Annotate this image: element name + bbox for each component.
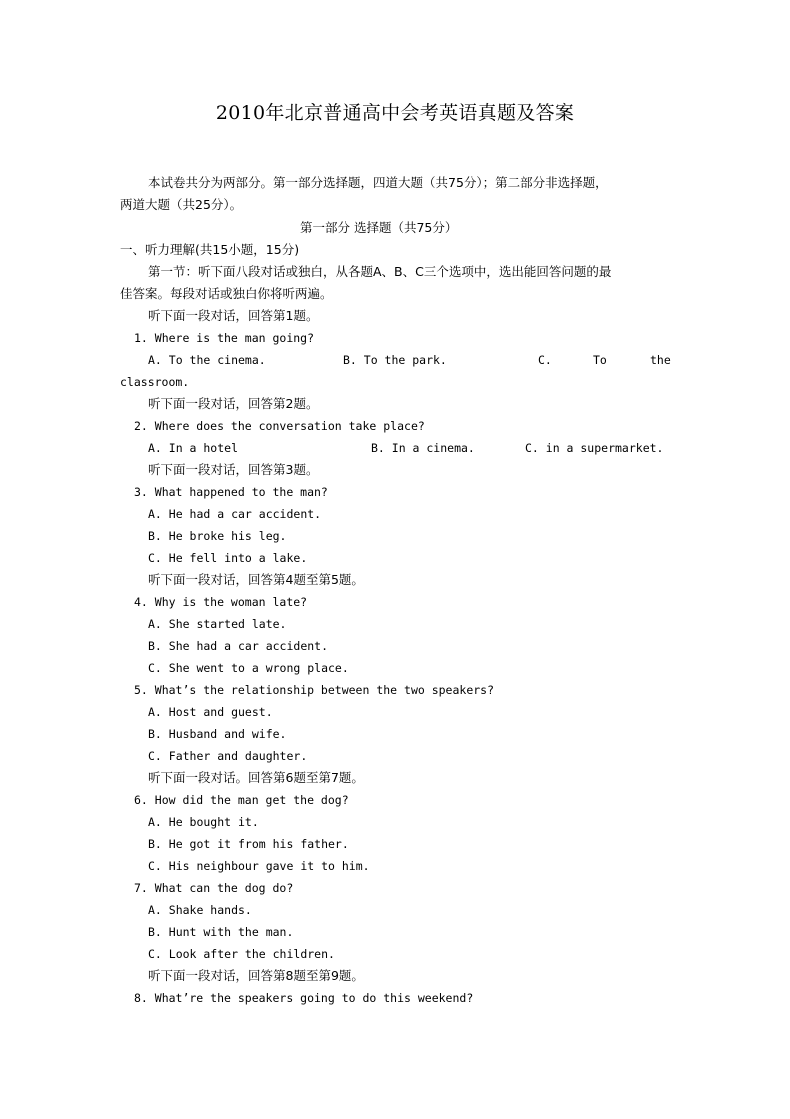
- question-1: 1. Where is the man going?: [134, 331, 315, 345]
- question-7-option-a: A. Shake hands.: [148, 903, 252, 917]
- intro-line-2: 两道大题（共25分）。: [120, 197, 243, 212]
- question-1-option-c-label: C.: [538, 353, 552, 367]
- document-title: 2010年北京普通高中会考英语真题及答案: [215, 102, 575, 124]
- question-2: 2. Where does the conversation take place?: [134, 419, 425, 433]
- dialog-instruction-5: 听下面一段对话。回答第6题至第7题。: [148, 770, 364, 785]
- question-6-option-c: C. His neighbour gave it to him.: [148, 859, 370, 873]
- question-5-option-b: B. Husband and wife.: [148, 727, 287, 741]
- question-4-option-b: B. She had a car accident.: [148, 639, 329, 653]
- question-2-option-c: C. in a supermarket.: [525, 441, 664, 455]
- question-7-option-b: B. Hunt with the man.: [148, 925, 294, 939]
- question-3: 3. What happened to the man?: [134, 485, 328, 499]
- question-1-option-c-word-3: classroom.: [120, 375, 190, 389]
- question-4-option-c: C. She went to a wrong place.: [148, 661, 349, 675]
- section1-instruction-line-2: 佳答案。每段对话或独白你将听两遍。: [120, 286, 333, 301]
- question-4-option-a: A. She started late.: [148, 617, 287, 631]
- dialog-instruction-1: 听下面一段对话，回答第1题。: [148, 308, 319, 323]
- dialog-instruction-4: 听下面一段对话，回答第4题至第5题。: [148, 572, 364, 587]
- question-3-option-a: A. He had a car accident.: [148, 507, 322, 521]
- question-1-option-c-word-1: To: [593, 353, 607, 367]
- part1-heading: 第一部分 选择题（共75分）: [300, 220, 458, 235]
- question-7-option-c: C. Look after the children.: [148, 947, 335, 961]
- question-4: 4. Why is the woman late?: [134, 595, 308, 609]
- question-5-option-c: C. Father and daughter.: [148, 749, 308, 763]
- question-6: 6. How did the man get the dog?: [134, 793, 349, 807]
- dialog-instruction-2: 听下面一段对话，回答第2题。: [148, 396, 319, 411]
- question-8: 8. What’re the speakers going to do this weekend?: [134, 991, 474, 1005]
- question-1-option-b: B. To the park.: [343, 353, 447, 367]
- intro-line-1: 本试卷共分为两部分。第一部分选择题，四道大题（共75分）；第二部分非选择题，: [148, 175, 608, 190]
- section1-heading: 一、听力理解(共15小题，15分): [120, 242, 300, 257]
- question-3-option-b: B. He broke his leg.: [148, 529, 287, 543]
- dialog-instruction-6: 听下面一段对话，回答第8题至第9题。: [148, 968, 364, 983]
- question-1-option-c-word-2: the: [650, 353, 671, 367]
- question-5-option-a: A. Host and guest.: [148, 705, 273, 719]
- question-2-option-b: B. In a cinema.: [371, 441, 475, 455]
- question-6-option-b: B. He got it from his father.: [148, 837, 349, 851]
- section1-instruction-line-1: 第一节：听下面八段对话或独白，从各题A、B、C三个选项中，选出能回答问题的最: [148, 264, 612, 279]
- question-6-option-a: A. He bought it.: [148, 815, 259, 829]
- question-7: 7. What can the dog do?: [134, 881, 294, 895]
- question-3-option-c: C. He fell into a lake.: [148, 551, 308, 565]
- question-1-option-a: A. To the cinema.: [148, 353, 266, 367]
- question-2-option-a: A. In a hotel: [148, 441, 239, 455]
- question-5: 5. What’s the relationship between the two speakers?: [134, 683, 495, 697]
- dialog-instruction-3: 听下面一段对话，回答第3题。: [148, 462, 319, 477]
